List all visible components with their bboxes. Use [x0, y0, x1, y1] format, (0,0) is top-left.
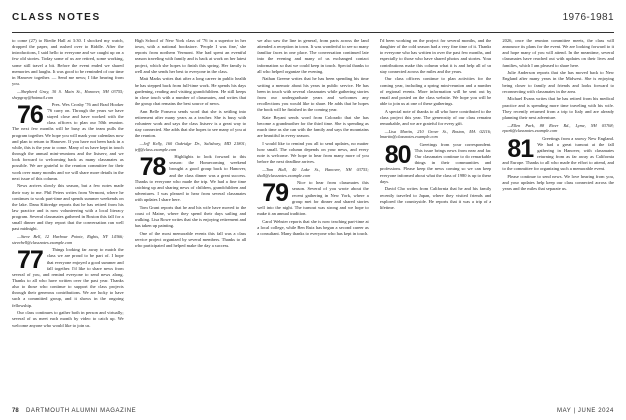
note-paragraph	[380, 38, 492, 75]
section-title: CLASS NOTES	[12, 12, 101, 23]
class-year-numeral: 80	[384, 140, 411, 169]
paragraph-text: Our class officers continue to plan activities for the coming year, including a spring mini-reunion and a number of regional events. More information will be sent out by email and posted on the class website. We hope you will be able to join us at one of these gatherings.	[379, 76, 492, 107]
note-paragraph	[12, 38, 124, 87]
note-paragraph	[502, 70, 614, 95]
paragraph-text: Kate Bryant sends word from Colorado that she has become a grandmother for the third time. She is spending as much time as she can with the family and says the mountains are beautiful in every season.	[257, 114, 369, 139]
note-paragraph	[502, 174, 614, 192]
paragraph-text: I would like to remind you all to send updates, no matter how small. The column depends on your news, and every note is welcome. We hope to hear from many more of you before the next deadline arrives.	[257, 141, 369, 165]
paragraph-text: Greetings from a snowy New England. We had a great turnout at the fall gathering in Hanover, with classmates returning from as far away as California and Europe. Thanks to all who made the effort to attend, and to the committee for organizing such a memorable event.	[502, 135, 614, 172]
note-paragraph	[380, 142, 492, 185]
paragraph-text: Pres. Wes Crosby '76 and Brad Hooker '76 carry on. Through the years we have stayed close and have worked with the class officers to plan our 50th reunion. The next few months will be busy as the team pulls the program together. We hope you will mark your calendars now and plan to return to Hanover. If you have not been back in a while, this is the year to come. Many of us have kept in touch through the annual mini-reunions and the listserv, and we look forward to welcoming back as many classmates as possible. We are grateful to the reunion committee for their work over many months and we will share more details in the next issue of this column.	[12, 101, 124, 181]
note-paragraph	[135, 76, 247, 107]
text-column-3	[257, 38, 369, 398]
paragraph-text: Ann Belle Fonseca sends word that she is settling into retirement after many years as a teacher. She is busy with volunteer work and says the class listserv is a great way to stay connected. She adds that she hopes to see many of you at the reunion.	[134, 108, 247, 139]
paragraph-text: Nice to hear from classmates this season. Several of you wrote about the recent gathering in New York, where a group met for dinner and shared stories well into the night. The turnout was strong and we hope to make it an annual tradition.	[257, 180, 369, 216]
paragraph-text: Highlights to look forward to this season: the Homecoming weekend brought a good group back to Hanover, and the class dinner was a great success. Thanks to everyone who made the trip. We had a fine time catching up and sharing news of children, grandchildren and adventures. I was pleased to hear from several classmates with updates I share here.	[134, 154, 247, 203]
class-year-numeral: 78	[139, 153, 166, 182]
paragraph-text: High School of New York class of '76 in a superior in her town, with a national bookstore. 'People I was fine,' she reports from northern Vermont. She had spent an eventful season traveling with family and is back at work on her latest project, which she hopes to finish this spring. Her family is well and she sends her best to everyone in the class.	[134, 38, 247, 74]
note-paragraph	[135, 205, 247, 230]
class-year-numeral: 81	[507, 134, 534, 163]
note-paragraph	[12, 102, 124, 182]
text-column-1	[12, 38, 124, 398]
text-column-2	[135, 38, 247, 398]
note-paragraph	[12, 183, 124, 232]
paragraph-text: —Shepherd Gray, 30 S. Main St., Hanover, NH 03755; shepgray@hotmail.com	[12, 88, 124, 100]
paragraph-text: Tom Grant reports that he and his wife have moved to the coast of Maine, where they spend their days sailing and walking. Lisa Rowe writes that she is enjoying retirement and has taken up painting.	[134, 204, 247, 229]
paragraph-text: Our class continues to gather both in person and virtually; several of us meet each month by video to catch up. We welcome anyone who would like to join us.	[12, 310, 124, 328]
note-paragraph	[380, 109, 492, 127]
note-paragraph	[502, 38, 614, 69]
paragraph-text: Michael Evans writes that he has retired from his medical practice and is spending more time traveling with his wife. They recently returned from a trip to Italy and are already planning their next adventure.	[502, 96, 614, 120]
paragraph-text: —Jeff Kelly, 160 Oakridge Dr., Salisbury, MD 21801; jeff@class.example.com	[134, 141, 247, 152]
paragraph-text: A special note of thanks to all who have contributed to the class project this year. The generosity of our class remains remarkable, and we are grateful for every gift.	[379, 108, 492, 127]
class-notes-columns	[12, 38, 614, 398]
paragraph-text: Matt Marks writes that after a long career in public health he has stepped back from full-time work. He spends his days gardening, reading and visiting grandchildren. He still keeps in close touch with a number of classmates, and writes that the group chat remains the best source of news.	[134, 76, 247, 107]
paragraph-text: —Steve Bell, 12 Harbour Pointe, Rights, NY 14366; stevebell@classnotes.example.com	[12, 234, 124, 245]
paragraph-text: we also saw the line in general, from parts across the land attended a reception in town. It was wonderful to see so many familiar faces in one place. The conversation continued late into the evening and many of us exchanged contact information so that we could keep in touch. Special thanks to all who helped organize the evening.	[257, 38, 369, 74]
paragraph-text: Please continue to send news. We love hearing from you, and your updates help keep our class connected across the years and the miles that separate us.	[502, 174, 614, 192]
page-number: 78	[12, 408, 19, 414]
paragraph-text: David Cho writes from California that he and his family recently traveled to Japan, where they visited friends and explored the countryside. He reports that it was a trip of a lifetime.	[379, 186, 492, 210]
paragraph-text: One of the most memorable events this fall was a class service project organized by several members. Thanks to all who participated and helped make the day a success.	[134, 230, 247, 249]
paragraph-text: Julie Anderson reports that she has moved back to New England after many years in the Midwest. She is enjoying being closer to family and friends and looks forward to reconnecting with classmates in the area.	[502, 70, 614, 94]
text-column-5	[502, 38, 614, 398]
note-paragraph	[135, 231, 247, 249]
note-paragraph	[257, 141, 369, 166]
paragraph-text: Nathan Greene writes that he has been spending his time writing a memoir about his years in public service. He has been in touch with several classmates while gathering stories from our undergraduate years and welcomes any recollections you would like to share. He adds that he hopes the book will be finished in the coming year.	[257, 76, 369, 113]
paragraph-text: —Ellen Park, 88 River Rd., Lyme, NH 03768; epark@classnotes.example.com	[502, 122, 614, 134]
paragraph-text: to come (27) to Riedie Hall at 3:30. I shocked my watch, dropped the paper, and rushed over to Riddle. After the introductions, I said hello to everyone and we caught up on a few old stories. Today some of us are retired, some working, some still travel a bit. Before the event ended we shared memories and laughs. It was good to be reminded of our time in Hanover together. — Send me news; I like hearing from you.	[12, 38, 124, 87]
page-footer	[12, 404, 614, 414]
paragraph-text: —Lisa Martin, 210 Grove St., Boston, MA 02116; lmartin@classnotes.example.com	[379, 128, 492, 140]
paragraph-text: News arrives slowly this season, but a few notes made their way to me. Phil Peters writes from Vermont, where he continues to work part-time and spends summer weekends on the lake. Dana Kittredge reports that he has retired from his law practice and is now volunteering with a local literacy program. Several classmates gathered in Boston this fall for a small dinner and they report that the conversation ran well past midnight.	[12, 183, 124, 232]
note-paragraph	[257, 76, 369, 113]
paragraph-text: 2026, once the reunion committee meets, the class will announce its plans for the event. We are looking forward to it and hope many of you will attend. In the meantime, several classmates have reached out with updates on their lives and families, which I am pleased to share here.	[502, 38, 614, 68]
correspondent-signature	[380, 129, 492, 141]
note-paragraph	[380, 76, 492, 107]
note-paragraph	[502, 136, 614, 173]
class-year-numeral: 76	[17, 100, 43, 129]
correspondent-signature	[135, 141, 247, 153]
note-paragraph	[502, 96, 614, 121]
class-year-numeral: 77	[17, 246, 43, 275]
note-paragraph	[135, 154, 247, 203]
text-column-4	[380, 38, 492, 398]
note-paragraph	[380, 186, 492, 211]
correspondent-signature	[502, 123, 614, 135]
magazine-name: DARTMOUTH ALUMNI MAGAZINE	[26, 408, 137, 414]
paragraph-text: Carol Webster reports that she is now teaching part-time at a local college, while Ben Ruiz has begun a second career as a consultant. Many thanks to everyone who has kept in touch.	[257, 218, 369, 236]
correspondent-signature	[12, 89, 124, 101]
note-paragraph	[257, 219, 369, 237]
page-header	[12, 10, 614, 33]
class-year-numeral: 79	[262, 179, 288, 208]
note-paragraph	[12, 247, 124, 309]
correspondent-signature	[12, 234, 124, 246]
paragraph-text: Greetings from your correspondent. This issue brings news from near and far. Our classmates continue to do remarkable things in their communities and professions. Please keep the news coming so we can keep everyone informed about what the class of 1980 is up to these days.	[379, 141, 492, 184]
note-paragraph	[135, 38, 247, 75]
paragraph-text: I'd been working on the project for several months, and the daughter of the cold season had a very fine time of it. Thanks to everyone who has written in over the past few months, and especially to those who have shared photos and stories. Your contributions make this column what it is and help all of us stay connected across the miles and the years.	[379, 38, 492, 74]
year-range: 1976-1981	[562, 12, 614, 23]
note-paragraph	[257, 38, 369, 75]
paragraph-text: Things looking far away to match the class we are proud to be part of. I hope that everyone enjoyed a good summer and fall together. I'd like to share news from several of you, and remind everyone to send news along. Thanks to all who have written over the past year. Thanks also to those who continue to support the class projects through their generous contributions. We are lucky to have such a committed group, and it shows in the ongoing fellowship.	[12, 247, 124, 308]
issue-date: MAY | JUNE 2024	[556, 408, 614, 414]
note-paragraph	[12, 310, 124, 328]
correspondent-signature	[257, 167, 369, 179]
note-paragraph	[257, 115, 369, 140]
note-paragraph	[135, 109, 247, 140]
note-paragraph	[257, 180, 369, 217]
paragraph-text: —Tom Hall, 40 Lake St., Hanover, NH 03755; thall@classnotes.example.com	[257, 167, 369, 178]
